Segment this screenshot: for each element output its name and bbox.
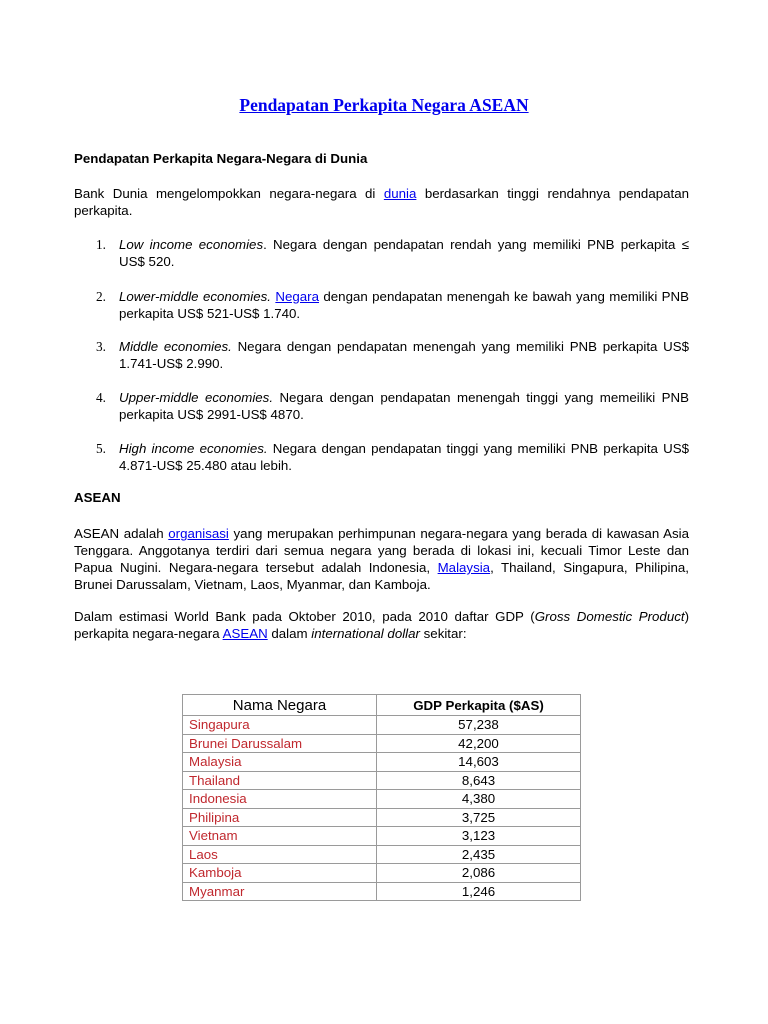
country-cell: Vietnam bbox=[183, 827, 377, 846]
country-cell: Malaysia bbox=[183, 753, 377, 772]
gdp-cell: 8,643 bbox=[377, 771, 581, 790]
asean-text-c: , Thailand, Singapura, Philipina, Brunei Darussalam, Vietnam, Laos, Myanmar, dan Kamboja. bbox=[74, 560, 689, 592]
negara-link[interactable]: Negara bbox=[275, 289, 319, 304]
intro-text-post: berdasarkan tinggi rendahnya pendapatan perkapita. bbox=[74, 186, 689, 218]
list-number: 5. bbox=[96, 441, 106, 456]
list-term: Middle economies. bbox=[119, 339, 232, 354]
intro-paragraph bbox=[74, 185, 689, 219]
table-row bbox=[183, 827, 581, 846]
list-desc: dengan pendapatan menengah ke bawah yang memiliki PNB perkapita US$ 521-US$ 1.740. bbox=[119, 289, 690, 321]
country-cell: Brunei Darussalam bbox=[183, 734, 377, 753]
gdp-italic-2: international dollar bbox=[311, 626, 420, 641]
gdp-paragraph bbox=[74, 608, 689, 642]
asean-link[interactable]: ASEAN bbox=[222, 626, 268, 641]
gdp-text-a: Dalam estimasi World Bank pada Oktober 2010, pada 2010 daftar GDP ( bbox=[74, 609, 535, 624]
list-number: 4. bbox=[96, 390, 106, 405]
gdp-cell: 1,246 bbox=[377, 882, 581, 901]
list-term: Lower-middle economies. bbox=[119, 289, 271, 304]
table-row bbox=[183, 753, 581, 772]
list-term: Upper-middle economies. bbox=[119, 390, 274, 405]
asean-text-a: ASEAN adalah bbox=[74, 526, 169, 541]
asean-paragraph bbox=[74, 525, 689, 593]
list-number: 2. bbox=[96, 289, 106, 304]
country-cell: Laos bbox=[183, 845, 377, 864]
table-row bbox=[183, 734, 581, 753]
list-desc: Negara dengan pendapatan menengah yang memiliki PNB perkapita US$ 1.741-US$ 2.990. bbox=[119, 339, 689, 371]
list-desc: Negara dengan pendapatan menengah tinggi yang memeiliki PNB perkapita US$ 2991-US$ 4870. bbox=[119, 390, 689, 422]
list-number: 1. bbox=[96, 237, 106, 252]
country-cell: Philipina bbox=[183, 808, 377, 827]
country-cell: Thailand bbox=[183, 771, 377, 790]
gdp-cell: 2,086 bbox=[377, 864, 581, 883]
gdp-italic-1: Gross Domestic Product bbox=[534, 609, 685, 624]
section-heading-world: Pendapatan Perkapita Negara-Negara di Dunia bbox=[74, 151, 368, 166]
country-cell: Indonesia bbox=[183, 790, 377, 809]
list-item bbox=[74, 440, 689, 474]
table-row bbox=[183, 716, 581, 735]
table-body bbox=[183, 716, 581, 901]
gdp-cell: 3,725 bbox=[377, 808, 581, 827]
table-header-row bbox=[183, 695, 581, 716]
country-cell: Kamboja bbox=[183, 864, 377, 883]
table-row bbox=[183, 790, 581, 809]
gdp-text-b: ) perkapita negara-negara bbox=[74, 609, 690, 641]
title-link[interactable]: Pendapatan Perkapita Negara ASEAN bbox=[239, 95, 529, 115]
table-row bbox=[183, 864, 581, 883]
country-cell: Singapura bbox=[183, 716, 377, 735]
list-number: 3. bbox=[96, 339, 106, 354]
dunia-link[interactable]: dunia bbox=[383, 186, 417, 201]
list-term: High income economies. bbox=[119, 441, 268, 456]
asean-text-b: yang merupakan perhimpunan negara-negara yang berada di kawasan Asia Tenggara. Anggotanya terdiri dari semua negara yang berada di lokasi ini, kecuali Timor Leste dan Papua Nugini. Negara-negara tersebut adalah Indonesia, bbox=[74, 526, 689, 575]
gdp-cell: 14,603 bbox=[377, 753, 581, 772]
malaysia-link[interactable]: Malaysia bbox=[437, 560, 491, 575]
table-row bbox=[183, 808, 581, 827]
section-heading-asean: ASEAN bbox=[74, 490, 121, 505]
list-desc: . Negara dengan pendapatan rendah yang memiliki PNB perkapita ≤ US$ 520. bbox=[119, 237, 689, 269]
page-title bbox=[0, 95, 768, 116]
gdp-cell: 42,200 bbox=[377, 734, 581, 753]
gdp-cell: 57,238 bbox=[377, 716, 581, 735]
country-cell: Myanmar bbox=[183, 882, 377, 901]
list-item bbox=[74, 288, 689, 322]
gdp-cell: 2,435 bbox=[377, 845, 581, 864]
gdp-cell: 3,123 bbox=[377, 827, 581, 846]
table-row bbox=[183, 845, 581, 864]
header-country: Nama Negara bbox=[183, 695, 377, 716]
list-term: Low income economies bbox=[119, 237, 264, 252]
gdp-text-d: sekitar: bbox=[419, 626, 467, 641]
gdp-table bbox=[182, 694, 581, 901]
organisasi-link[interactable]: organisasi bbox=[168, 526, 229, 541]
gdp-cell: 4,380 bbox=[377, 790, 581, 809]
list-desc: Negara dengan pendapatan tinggi yang memiliki PNB perkapita US$ 4.871-US$ 25.480 atau lebih. bbox=[119, 441, 689, 473]
header-gdp: GDP Perkapita ($AS) bbox=[377, 695, 581, 716]
gdp-text-c: dalam bbox=[267, 626, 312, 641]
list-item bbox=[74, 236, 689, 270]
table-row bbox=[183, 882, 581, 901]
intro-text-pre: Bank Dunia mengelompokkan negara-negara di bbox=[74, 186, 384, 201]
table-row bbox=[183, 771, 581, 790]
list-item bbox=[74, 389, 689, 423]
list-item bbox=[74, 338, 689, 372]
